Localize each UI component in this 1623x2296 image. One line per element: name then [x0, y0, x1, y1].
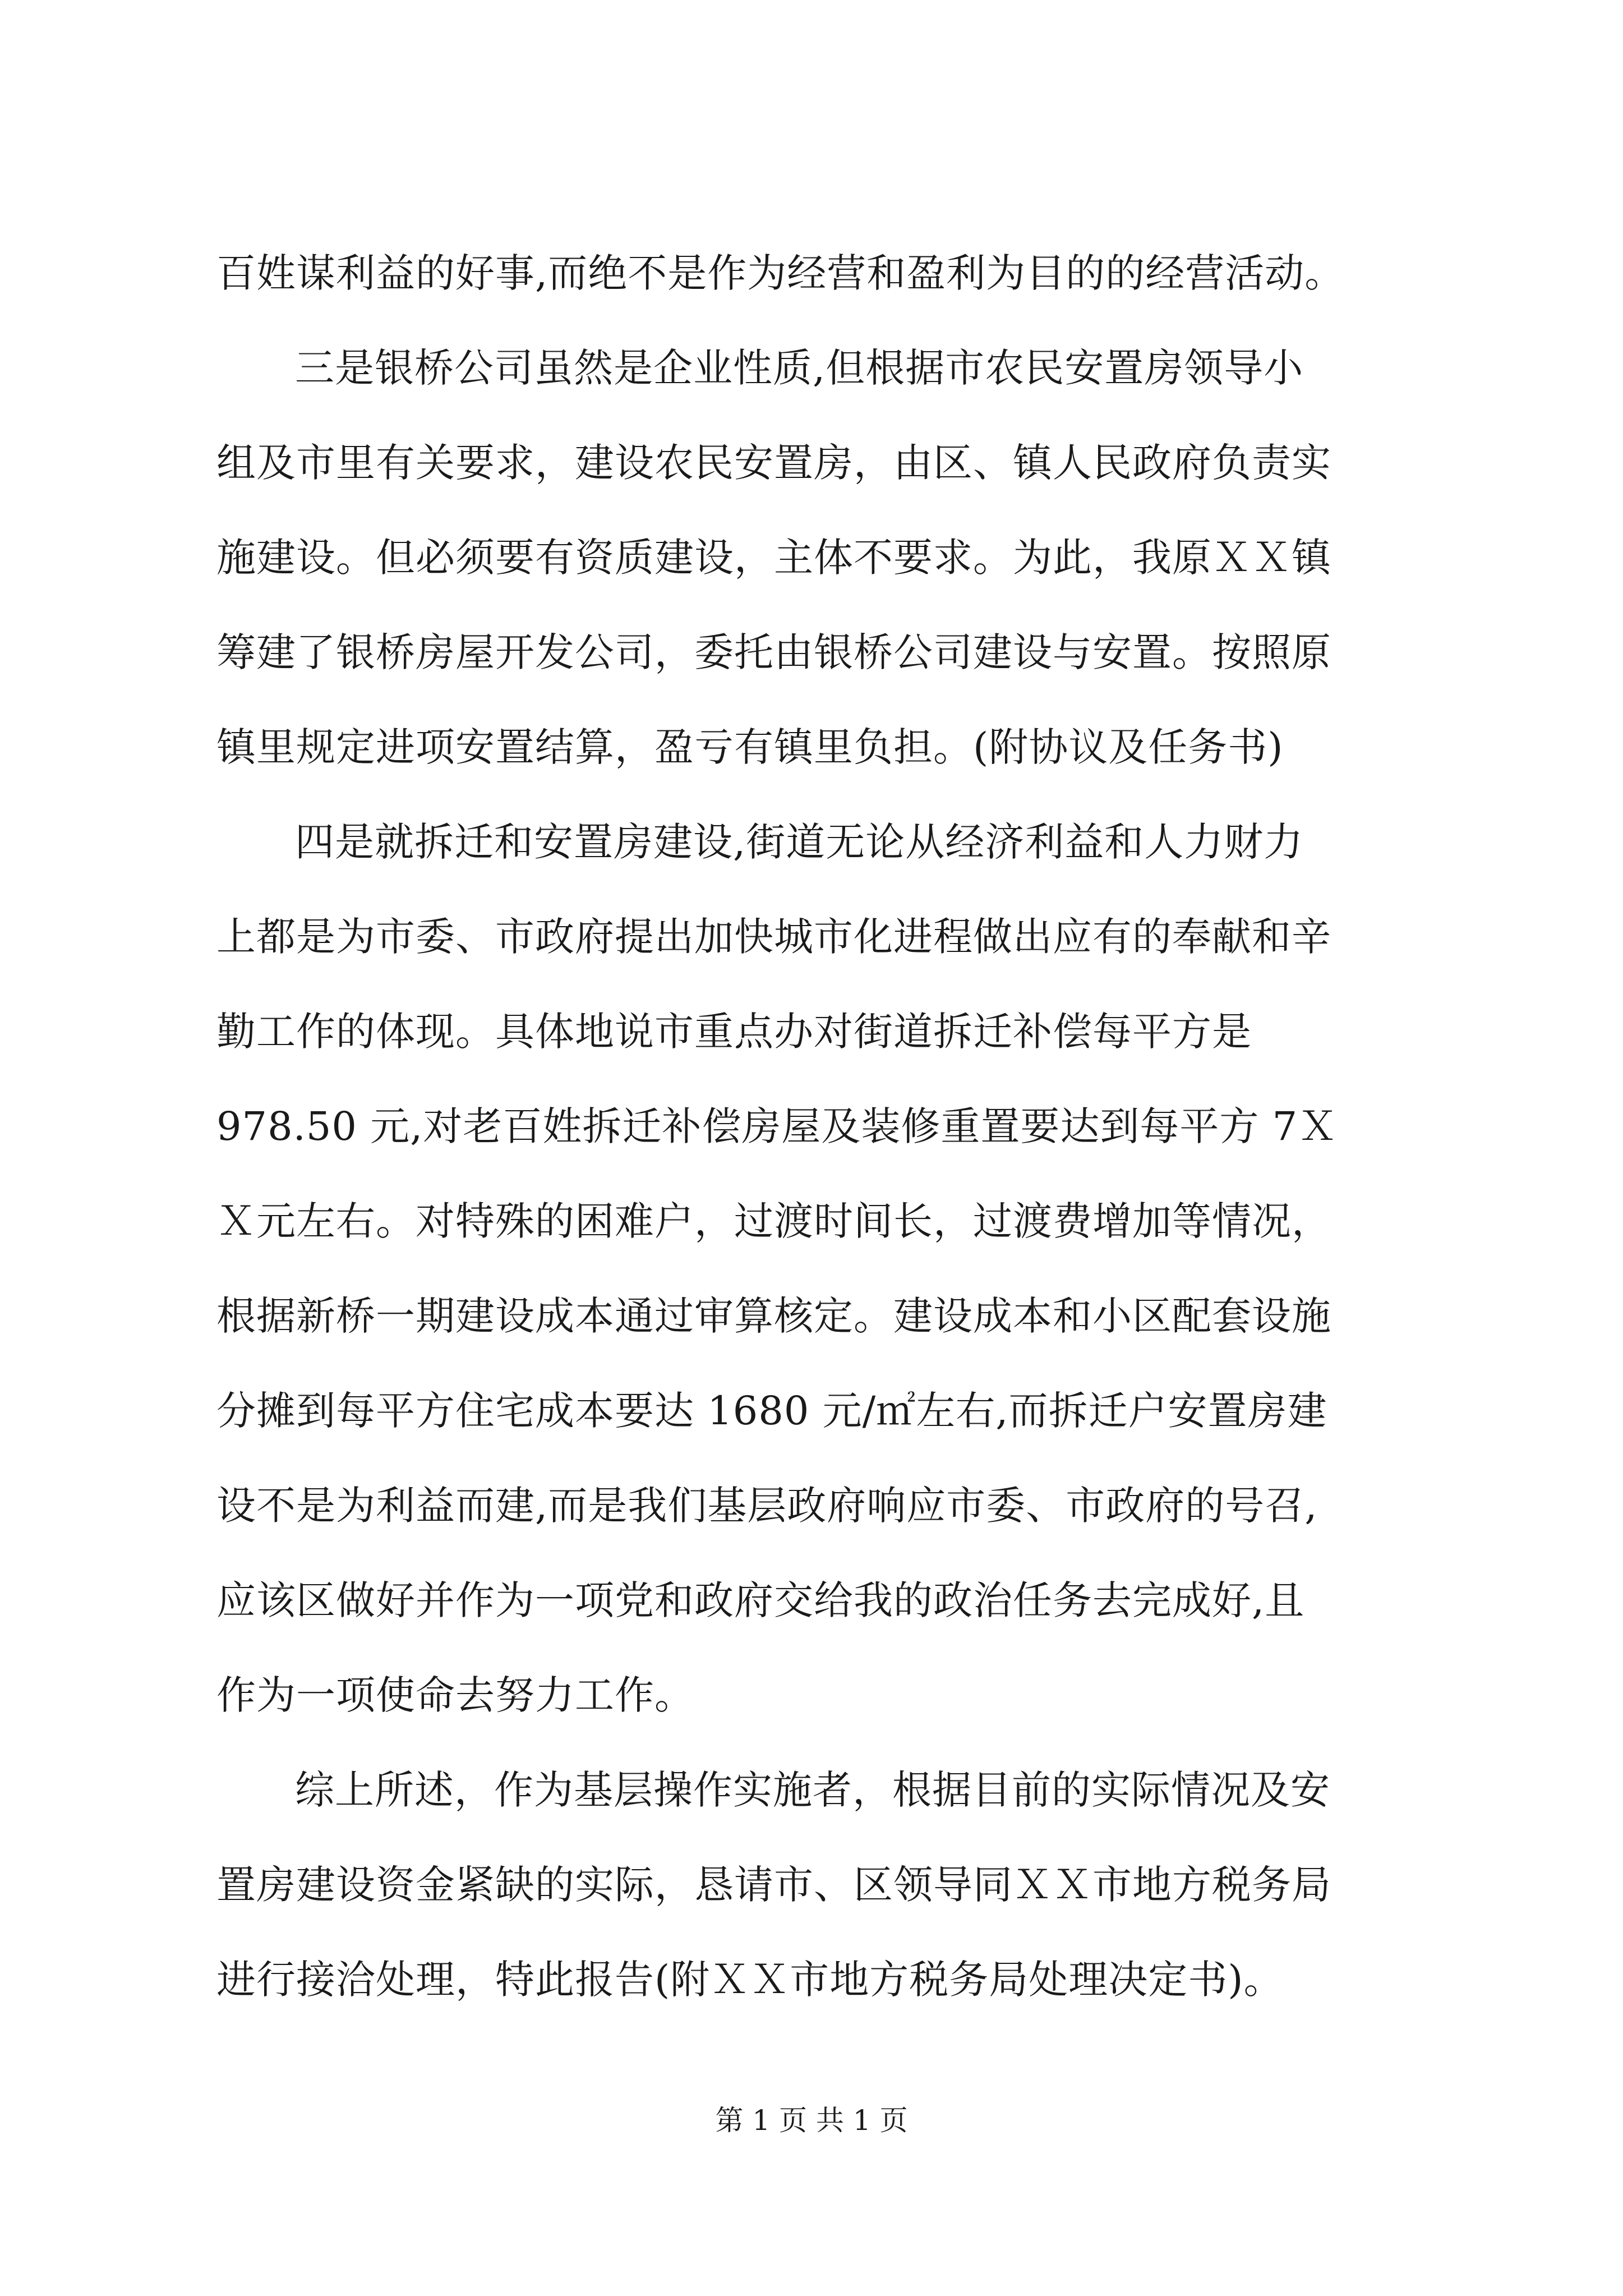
text-line: Ｘ元左右。对特殊的困难户，过渡时间长，过渡费增加等情况， — [216, 1198, 1331, 1244]
text-line: 置房建设资金紧缺的实际，恳请市、区领导同ＸＸ市地方税务局 — [216, 1862, 1331, 1908]
text-line: 进行接洽处理，特此报告(附ＸＸ市地方税务局处理决定书)。 — [216, 1957, 1284, 2003]
text-line: 分摊到每平方住宅成本要达 1680 元/㎡左右,而拆迁户安置房建 — [216, 1388, 1327, 1434]
paragraph-2 — [216, 321, 1428, 795]
page-number-label: 第 1 页 共 1 页 — [715, 2104, 908, 2137]
text-line: 组及市里有关要求，建设农民安置房，由区、镇人民政府负责实 — [216, 440, 1331, 486]
text-line: 设不是为利益而建,而是我们基层政府响应市委、市政府的号召, — [216, 1483, 1318, 1529]
text-line: 根据新桥一期建设成本通过审算核定。建设成本和小区配套设施 — [216, 1293, 1331, 1339]
text-line: 勤工作的体现。具体地说市重点办对街道拆迁补偿每平方是 — [216, 1009, 1252, 1055]
body-text — [216, 226, 1428, 2027]
paragraph-3 — [216, 795, 1428, 1743]
text-line: 百姓谋利益的好事,而绝不是作为经营和盈利为目的的经营活动。 — [216, 250, 1345, 296]
text-line: 978.50 元,对老百姓拆迁补偿房屋及装修重置要达到每平方 7Ｘ — [216, 1103, 1338, 1149]
page-footer — [0, 2098, 1623, 2143]
paragraph-1 — [216, 226, 1428, 321]
text-line: 筹建了银桥房屋开发公司，委托由银桥公司建设与安置。按照原 — [216, 629, 1331, 675]
text-line: 应该区做好并作为一项党和政府交给我的政治任务去完成好,且 — [216, 1577, 1305, 1623]
text-line: 三是银桥公司虽然是企业性质,但根据市农民安置房领导小 — [295, 345, 1304, 391]
text-line: 镇里规定进项安置结算，盈亏有镇里负担。(附协议及任务书) — [216, 724, 1284, 770]
text-line: 施建设。但必须要有资质建设，主体不要求。为此，我原ＸＸ镇 — [216, 535, 1331, 581]
text-line: 作为一项使命去努力工作。 — [216, 1672, 694, 1718]
text-line: 四是就拆迁和安置房建设,街道无论从经济利益和人力财力 — [295, 819, 1304, 865]
text-line: 综上所述，作为基层操作实施者，根据目前的实际情况及安 — [295, 1767, 1330, 1813]
text-line: 上都是为市委、市政府提出加快城市化进程做出应有的奉献和辛 — [216, 914, 1331, 960]
paragraph-4 — [216, 1743, 1428, 2027]
